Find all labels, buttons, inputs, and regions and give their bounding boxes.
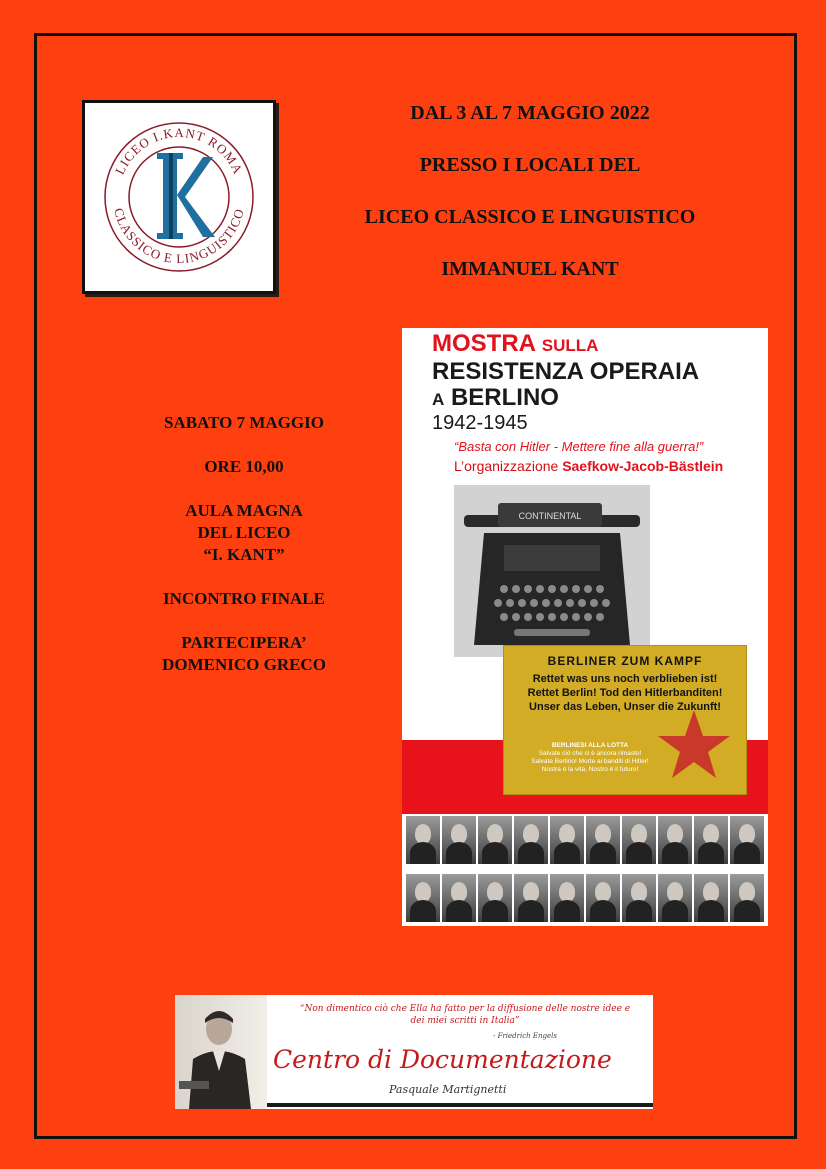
header-dates: DAL 3 AL 7 MAGGIO 2022: [410, 102, 650, 124]
school-logo: [82, 100, 276, 294]
event-date: SABATO 7 MAGGIO: [164, 413, 324, 432]
portrait-photo: [550, 816, 584, 864]
typewriter-photo: [454, 485, 650, 657]
leaflet-it-1: BERLINESI ALLA LOTTA: [551, 742, 629, 749]
portrait-photo: [730, 816, 764, 864]
historical-portrait: [175, 995, 267, 1109]
poster-title-line1: [432, 330, 598, 358]
event-place-line3: “I. KANT”: [203, 545, 285, 564]
portrait-photo: [586, 874, 620, 922]
leaflet-image: [504, 646, 746, 794]
svg-text:LICEO I.KANT ROMA: [112, 125, 246, 177]
header-block: [330, 100, 730, 308]
portrait-photo: [622, 816, 656, 864]
logo-ring-top-text: LICEO I.KANT ROMA: [111, 124, 247, 177]
leaflet-it-2: Salvate ciò che ci è ancora rimasto!: [538, 750, 642, 757]
poster-org-prefix: L’organizzazione: [454, 458, 559, 474]
poster-title-line3: [432, 384, 559, 412]
portrait-photo: [478, 874, 512, 922]
typewriter-illustration: [454, 485, 650, 657]
portrait-photo: [442, 816, 476, 864]
documentation-center-banner: [175, 995, 653, 1109]
portrait-photo: [694, 816, 728, 864]
poster-organization: [454, 458, 723, 474]
leaflet-it-3: Salvate Berlino! Morte ai banditi di Hitler!: [531, 758, 649, 765]
portrait-photo: [694, 874, 728, 922]
poster-quote: “Basta con Hitler - Mettere fine alla guerra!”: [454, 439, 704, 454]
event-title: INCONTRO FINALE: [163, 589, 325, 608]
typewriter-brand: CONTINENTAL: [518, 511, 582, 521]
martignetti-signature: Pasquale Martignetti: [389, 1083, 507, 1096]
leaflet-line-4: Unser das Leben, Unser die Zukunft!: [529, 701, 721, 713]
portrait-row-2: [406, 874, 764, 922]
leaflet-line-2: Rettet was uns noch verblieben ist!: [532, 673, 718, 685]
engels-attribution: - Friedrich Engels: [493, 1032, 557, 1040]
portrait-illustration: [175, 995, 267, 1109]
poster-org-name: Saefkow-Jacob-Bästlein: [562, 458, 724, 474]
poster-title-sulla: SULLA: [541, 336, 599, 355]
portrait-photo: [514, 816, 548, 864]
header-location-intro: PRESSO I LOCALI DEL: [419, 154, 641, 176]
event-speaker-label: PARTECIPERA’: [181, 633, 307, 652]
event-details: [130, 412, 358, 676]
documentation-center-title: Centro di Documentazione: [273, 1045, 612, 1074]
leaflet-headline: BERLINER ZUM KAMPF: [547, 654, 703, 668]
portrait-photo: [658, 874, 692, 922]
portrait-photo: [550, 874, 584, 922]
leaflet-italian: [510, 742, 670, 774]
portrait-photo: [442, 874, 476, 922]
poster-title-berlino: BERLINO: [450, 384, 559, 411]
poster-title-mostra: MOSTRA: [432, 330, 536, 357]
portrait-photo: [658, 816, 692, 864]
portrait-photo: [514, 874, 548, 922]
exhibition-poster: [402, 328, 768, 926]
engels-quote: “Non dimentico ciò che Ella ha fatto per la diffusione delle nostre idee e dei miei scritti in Italia”: [299, 1004, 631, 1026]
header-school-type: LICEO CLASSICO E LINGUISTICO: [364, 206, 696, 228]
header-school-name: IMMANUEL KANT: [441, 258, 619, 280]
poster-years: 1942-1945: [432, 412, 528, 434]
leaflet-line-3: Rettet Berlin! Tod den Hitlerbanditen!: [527, 687, 723, 699]
portrait-row-1: [406, 816, 764, 864]
banner-underline: [267, 1103, 653, 1107]
event-place-line2: DEL LICEO: [197, 523, 291, 542]
leaflet-it-4: Nostra è la vita, Nostro è il futuro!: [541, 766, 639, 773]
portrait-photo: [730, 874, 764, 922]
portrait-photo: [622, 874, 656, 922]
school-logo-emblem: [99, 117, 259, 277]
event-speaker-name: DOMENICO GRECO: [162, 655, 326, 674]
poster-title-line2: RESISTENZA OPERAIA: [432, 358, 700, 385]
logo-ring-bottom-text: CLASSICO E LINGUISTICO: [111, 206, 247, 267]
poster-title-a: A: [432, 390, 445, 409]
portrait-photo: [478, 816, 512, 864]
event-time: ORE 10,00: [204, 457, 284, 476]
portrait-photo: [406, 874, 440, 922]
event-place-line1: AULA MAGNA: [185, 501, 303, 520]
portrait-photo: [406, 816, 440, 864]
portrait-photo: [586, 816, 620, 864]
